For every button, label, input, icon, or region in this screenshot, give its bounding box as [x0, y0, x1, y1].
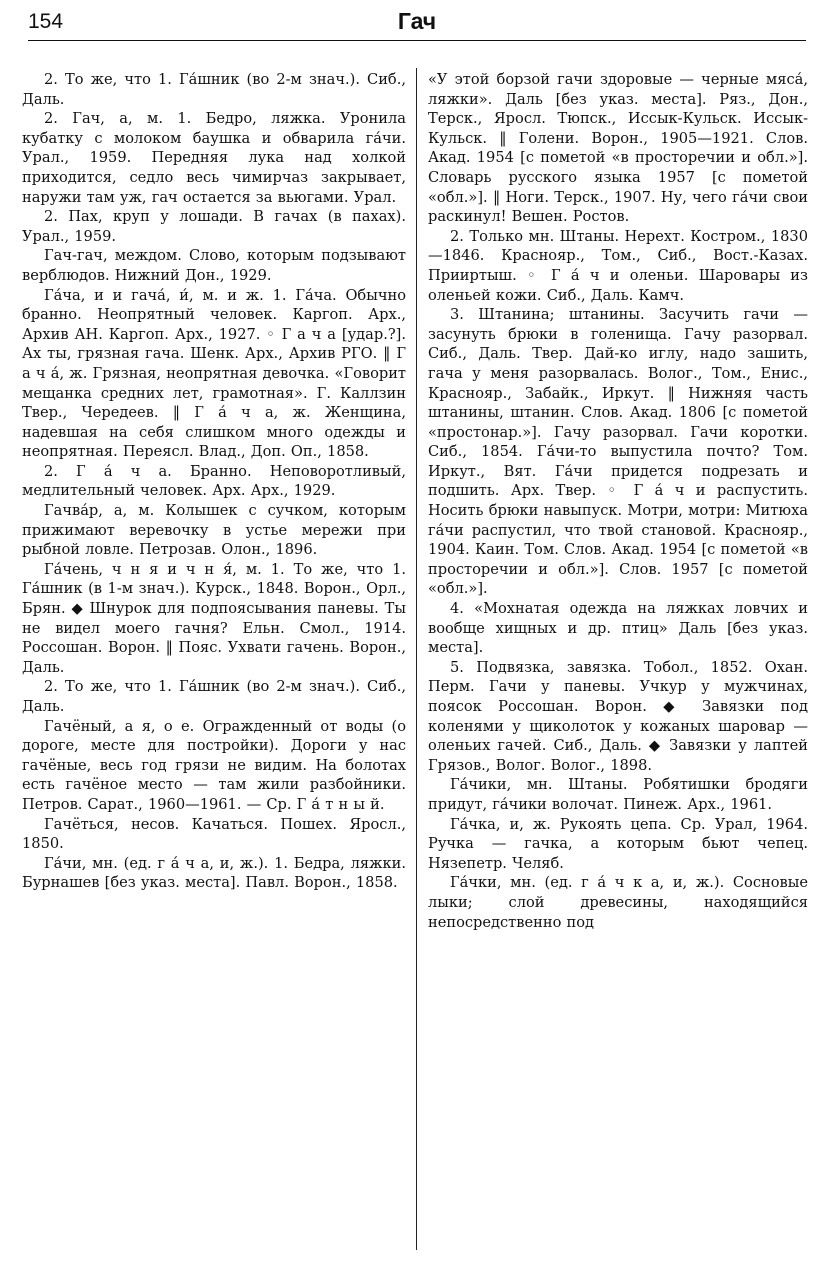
page-header — [28, 6, 806, 41]
dictionary-entry: 2. То же, что 1. Га́шник (во 2-м знач.). Сиб., Даль. — [22, 678, 406, 715]
dictionary-entry: Га́ча, и и гача́, и́, м. и ж. 1. Га́ча. Обычно бранно. Неопрятный человек. Каргоп. Арх., Архив АН. Каргоп. Арх., 1927. ◦ Г а ч а [удар.?]. Ах ты, грязная гача. Шенк. Арх., Архив РГО. ‖ Г а ч а́, ж. Грязная, неопрятная девочка. «Говорит мещанка средних лет, грамотная». Г. Каллзин Твер., Чередеев. ‖ Г а́ ч а, ж. Женщина, надевшая на себя слишком много одежды и неопрятная. Переясл. Влад., Доп. Оп., 1858. — [22, 286, 406, 461]
dictionary-entry: 3. Штанина; штанины. Засучить гачи — засунуть брюки в голенища. Гачу разорвал. Сиб., Даль. Твер. Дай-ко иглу, надо зашить, гача у меня разорвалась. Волог., Том., Енис., Краснояр., Забайк., Иркут. ‖ Нижняя часть штанины, штанин. Слов. Акад. 1806 [с пометой «простонар.»]. Гачу разорвал. Гачи коротки. Сиб., 1854. Га́чи-то выпустила почто? Том. Иркут., Вят. Га́чи придется подрезать и подшить. Арх. Твер. ◦ Г а́ ч и распустить. Носить брюки навыпуск. Мотри, мотри: Митюха га́чи распустил, что твой становой. Краснояр., 1904. Каин. Том. Слов. Акад. 1954 [с пометой «в просторечии и обл.»]. Слов. 1957 [с пометой «обл.»]. — [428, 306, 808, 598]
dictionary-entry: Гачёный, а я, о е. Огражденный от воды (о дороге, месте для постройки). Дороги у нас гачёные, весь год грязи не видим. На болотах есть гачёное место — там жили разбойники. Петров. Сарат., 1960—1961. — Ср. Г а́ т н ы й. — [22, 717, 406, 813]
dictionary-entry: 2. Пах, круп у лошади. В гачах (в пахах). Урал., 1959. — [22, 208, 406, 245]
right-column — [428, 70, 808, 932]
dictionary-entry: Га́чень, ч н я и ч н я́, м. 1. То же, что 1. Га́шник (в 1-м знач.). Курск., 1848. Ворон., Орл., Брян. ◆ Шнурок для подпоясывания паневы. Ты не видел моего гачня? Ельн. Смол., 1914. Россошан. Ворон. ‖ Пояс. Ухвати гачень. Ворон., Даль. — [22, 560, 406, 676]
dictionary-entry: 2. Только мн. Штаны. Нерехт. Костром., 1830—1846. Краснояр., Том., Сиб., Вост.-Казах. Прииртыш. ◦ Г а́ ч и оленьи. Шаровары из оленьей кожи. Сиб., Даль. Камч. — [428, 227, 808, 304]
dictionary-entry: Га́чки, мн. (ед. г а́ ч к а, и, ж.). Сосновые лыки; слой древесины, находящийся непосредственно под — [428, 874, 808, 931]
dictionary-entry: Гачва́р, а, м. Колышек с сучком, которым прижимают веревочку в устье мережи при рыбной ловле. Петрозав. Олон., 1896. — [22, 502, 406, 559]
running-head: Гач — [397, 8, 437, 34]
dictionary-entry: Га́чики, мн. Штаны. Робятишки бродяги придут, га́чики волочат. Пинеж. Арх., 1961. — [428, 776, 808, 813]
dictionary-entry: 2. Гач, а, м. 1. Бедро, ляжка. Уронила кубатку с молоком баушка и обварила га́чи. Урал., 1959. Передняя лука над холкой приходится, седло весь чимирчаз закрывает, наружи там уж, гач остается за вьюгами. Урал. — [22, 110, 406, 206]
dictionary-entry: 2. Г а́ ч а. Бранно. Неповоротливый, медлительный человек. Арх. Арх., 1929. — [22, 462, 406, 500]
dictionary-entry: Гачёться, несов. Качаться. Пошех. Яросл., 1850. — [22, 815, 406, 853]
dictionary-entry: Гач-гач, междом. Слово, которым подзывают верблюдов. Нижний Дон., 1929. — [22, 247, 406, 284]
column-divider — [416, 68, 417, 1250]
dictionary-entry: «У этой борзой гачи здоровые — черные мяса́, ляжки». Даль [без указ. места]. Ряз., Дон., Терск., Яросл. Тюпск., Иссык-Кульск. Иссык-Кульск. ‖ Голени. Ворон., 1905—1921. Слов. Акад. 1954 [с пометой «в просторечии и обл.»]. Словарь русского языка 1957 [с пометой «обл.»]. ‖ Ноги. Терск., 1907. Ну, чего га́чи свои раскинул! Вешен. Ростов. — [428, 71, 808, 226]
dictionary-entry: Га́чка, и, ж. Рукоять цепа. Ср. Урал, 1964. Ручка — гачка, а которым бьют чепец. Нязепетр. Челяб. — [428, 815, 808, 872]
left-column — [22, 70, 406, 893]
dictionary-entry: Га́чи, мн. (ед. г а́ ч а, и, ж.). 1. Бедра, ляжки. Бурнашев [без указ. места]. Павл. Ворон., 1858. — [22, 854, 406, 892]
page-number: 154 — [28, 10, 64, 33]
dictionary-entry: 2. То же, что 1. Га́шник (во 2-м знач.). Сиб., Даль. — [22, 71, 406, 108]
dictionary-entry: 5. Подвязка, завязка. Тобол., 1852. Охан. Перм. Гачи у паневы. Учкур у мужчинах, поясок Россошан. Ворон. ◆ Завязки под коленями у щиколоток у кожаных шаровар — оленьих гачей. Сиб., Даль. ◆ Завязки у лаптей Грязов., Волог. Волог., 1898. — [428, 658, 808, 774]
dictionary-entry: 4. «Мохнатая одежда на ляжках ловчих и вообще хищных и др. птиц» Даль [без указ. места]. — [428, 600, 808, 657]
